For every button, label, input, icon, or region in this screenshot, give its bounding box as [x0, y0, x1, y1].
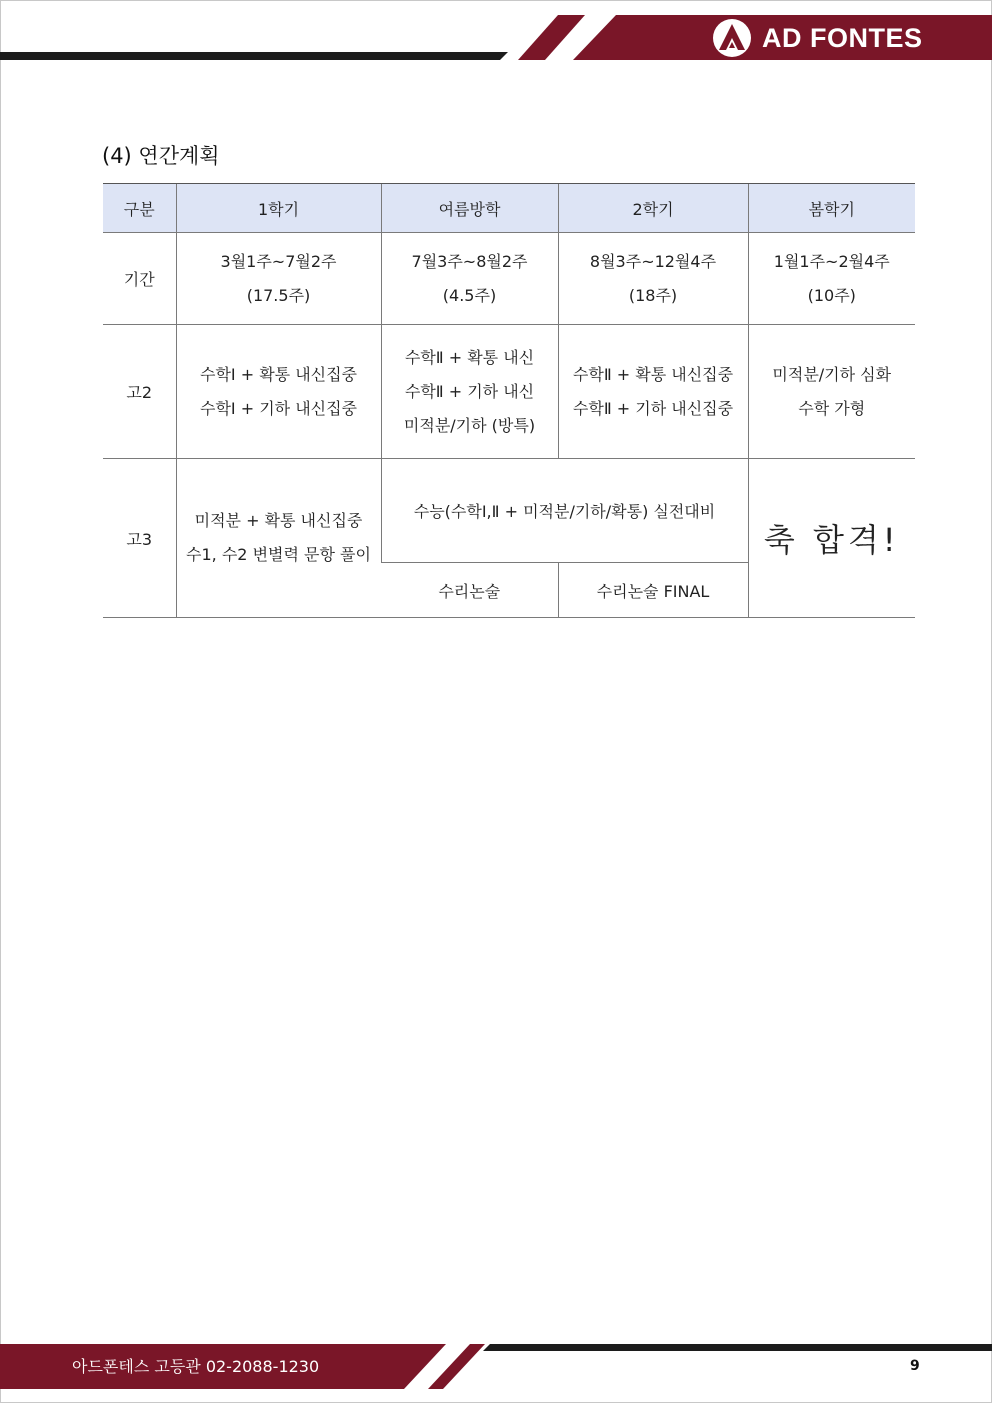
course-line: 수학 가형 [798, 398, 866, 418]
course-line: 미적분/기하 심화 [772, 364, 892, 384]
header-spring: 봄학기 [748, 184, 915, 233]
header-category: 구분 [103, 184, 176, 233]
grade2-spring [748, 325, 915, 459]
course-line: 수학Ⅰ + 기하 내신집중 [199, 398, 358, 418]
period-spring [748, 233, 915, 325]
course-line: 수학Ⅱ + 기하 내신 [404, 381, 535, 401]
footer-contact: 아드폰테스 고등관 02-2088-1230 [72, 1357, 320, 1376]
header-stripe-1 [518, 15, 585, 60]
course-line: 미적분/기하 (방특) [403, 415, 536, 435]
period-semester2 [558, 233, 748, 325]
period-range: 7월3주~8월2주 [411, 251, 528, 271]
period-semester1 [176, 233, 381, 325]
period-summer [381, 233, 558, 325]
row-label-grade3: 고3 [103, 459, 176, 618]
row-label-period: 기간 [103, 233, 176, 325]
grade3-summer-essay: 수리논술 [381, 563, 558, 618]
period-range: 8월3주~12월4주 [589, 251, 717, 271]
course-line: 수1, 수2 변별력 문항 풀이 [186, 545, 371, 564]
grade3-congrats: 축 합격! [748, 459, 915, 618]
course-line: 수학Ⅰ + 확통 내신집중 [199, 364, 358, 384]
brand-logo [712, 18, 923, 58]
grade3-semester1 [176, 459, 381, 618]
grade3-fall-essay: 수리논술 FINAL [558, 563, 748, 618]
header-semester1: 1학기 [176, 184, 381, 233]
period-weeks: (4.5주) [442, 285, 497, 305]
grade2-summer [381, 325, 558, 459]
section-title: (4) 연간계획 [102, 144, 220, 168]
table-row-grade3 [103, 459, 915, 563]
period-weeks: (10주) [807, 285, 856, 305]
footer-dark-bar [483, 1344, 992, 1351]
grade2-semester1 [176, 325, 381, 459]
table-row-period [103, 233, 915, 325]
header-summer: 여름방학 [381, 184, 558, 233]
course-line: 수학Ⅱ + 확통 내신 [404, 347, 535, 367]
table-row-grade2 [103, 325, 915, 459]
period-range: 3월1주~7월2주 [220, 251, 337, 271]
header-semester2: 2학기 [558, 184, 748, 233]
period-weeks: (18주) [628, 285, 678, 305]
period-weeks: (17.5주) [246, 285, 311, 305]
header-dark-bar [0, 52, 508, 60]
period-range: 1월1주~2월4주 [773, 251, 890, 271]
annual-plan-table [103, 183, 915, 618]
grade3-csat-prep: 수능(수학Ⅰ,Ⅱ + 미적분/기하/확통) 실전대비 [381, 459, 748, 563]
grade2-semester2 [558, 325, 748, 459]
page-number: 9 [910, 1358, 920, 1374]
logo-text: AD FONTES [762, 22, 923, 53]
table-header-row [103, 184, 915, 233]
course-line: 수학Ⅱ + 확통 내신집중 [572, 364, 734, 384]
row-label-grade2: 고2 [103, 325, 176, 459]
course-line: 미적분 + 확통 내신집중 [194, 511, 363, 530]
course-line: 수학Ⅱ + 기하 내신집중 [572, 398, 734, 418]
ad-fontes-logo-icon [712, 18, 752, 58]
